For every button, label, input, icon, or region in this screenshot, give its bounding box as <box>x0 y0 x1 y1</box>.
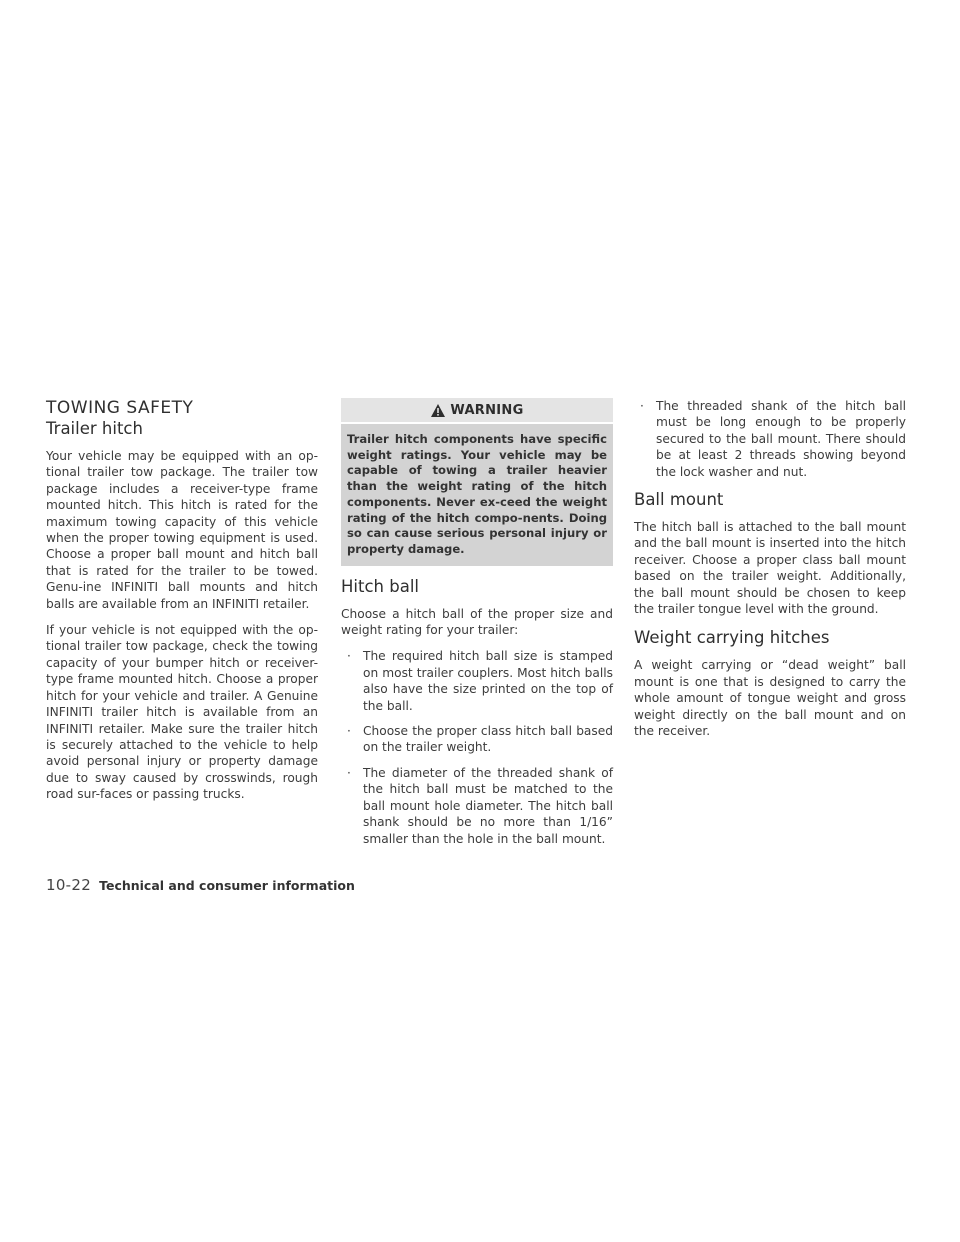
list-item <box>341 648 613 714</box>
list-item-text: The required hitch ball size is stamped on most trailer couplers. Most hitch balls also have the size printed on the top of the ball. <box>363 649 613 713</box>
section-title: TOWING SAFETY <box>46 398 194 418</box>
warning-header <box>341 398 613 422</box>
weight-carrying-paragraph: A weight carrying or “dead weight” ball mount is one that is designed to carry the whole amount of tongue weight and gross weight directly on the ball mount and on the receiver. <box>634 658 906 739</box>
warning-text: Trailer hitch components have specific weight ratings. Your vehicle may be capable of towing a trailer heavier than the weight rating of the hitch components. Never ex-ceed the weight rating of the hitch compo-nents. Doing so can cause serious personal injury or property damage. <box>341 424 613 566</box>
chapter-title: Technical and consumer information <box>99 878 355 893</box>
list-item <box>341 723 613 756</box>
column-3 <box>634 398 906 750</box>
list-item-text: The threaded shank of the hitch ball must be long enough to be properly secured to the ball mount. There should be at least 2 threads showing beyond the lock washer and nut. <box>656 399 906 479</box>
heading-trailer-hitch: Trailer hitch <box>46 419 143 438</box>
trailer-hitch-paragraph-2: If your vehicle is not equipped with the op-tional trailer tow package, check the towing capacity of your bumper hitch or receiver-type frame mounted hitch. Choose a proper hitch for your vehicle and trailer. A Genuine INFINITI trailer hitch is available from an INFINITI retailer. Make sure the trailer hitch is securely attached to the vehicle to help avoid personal injury or property damage due to sway caused by crosswinds, rough road sur-faces or passing trucks. <box>46 623 318 802</box>
heading-weight-carrying-hitches: Weight carrying hitches <box>634 628 830 648</box>
hitch-ball-list <box>341 648 613 846</box>
column-2 <box>341 398 613 856</box>
list-item <box>634 398 906 480</box>
bullet: · <box>347 649 351 664</box>
list-item-text: Choose the proper class hitch ball based on the trailer weight. <box>363 724 613 755</box>
warning-triangle-icon <box>430 403 446 418</box>
page-number: 10-22 <box>46 876 92 894</box>
column-1 <box>46 398 318 813</box>
heading-ball-mount: Ball mount <box>634 490 724 510</box>
heading-hitch-ball: Hitch ball <box>341 576 419 596</box>
page-footer <box>46 876 355 894</box>
trailer-hitch-paragraph-1: Your vehicle may be equipped with an op-tional trailer tow package. The trailer tow package includes a receiver-type frame mounted hitch. This hitch is rated for the maximum towing capacity of this vehicle when the proper towing equipment is used. Choose a proper ball mount and hitch ball that is rated for the trailer to be towed. Genu-ine INFINITI ball mounts and hitch balls are available from an INFINITI retailer. <box>46 449 318 611</box>
list-item-text: The diameter of the threaded shank of the hitch ball must be matched to the ball mount hole diameter. The hitch ball shank should be no more than 1/16” smaller than the hole in the ball mount. <box>363 765 613 846</box>
warning-title: WARNING <box>450 402 524 418</box>
bullet: · <box>347 765 351 780</box>
list-item <box>341 765 613 847</box>
hitch-ball-list-continued <box>634 398 906 480</box>
ball-mount-paragraph: The hitch ball is attached to the ball mount and the ball mount is inserted into the hitch receiver. Choose a proper class ball mount based on the trailer weight. Additionally, the ball mount should be chosen to keep the trailer tongue level with the ground. <box>634 520 906 617</box>
bullet: · <box>347 724 351 739</box>
bullet: · <box>640 399 644 413</box>
hitch-ball-intro: Choose a hitch ball of the proper size and weight rating for your trailer: <box>341 606 613 638</box>
